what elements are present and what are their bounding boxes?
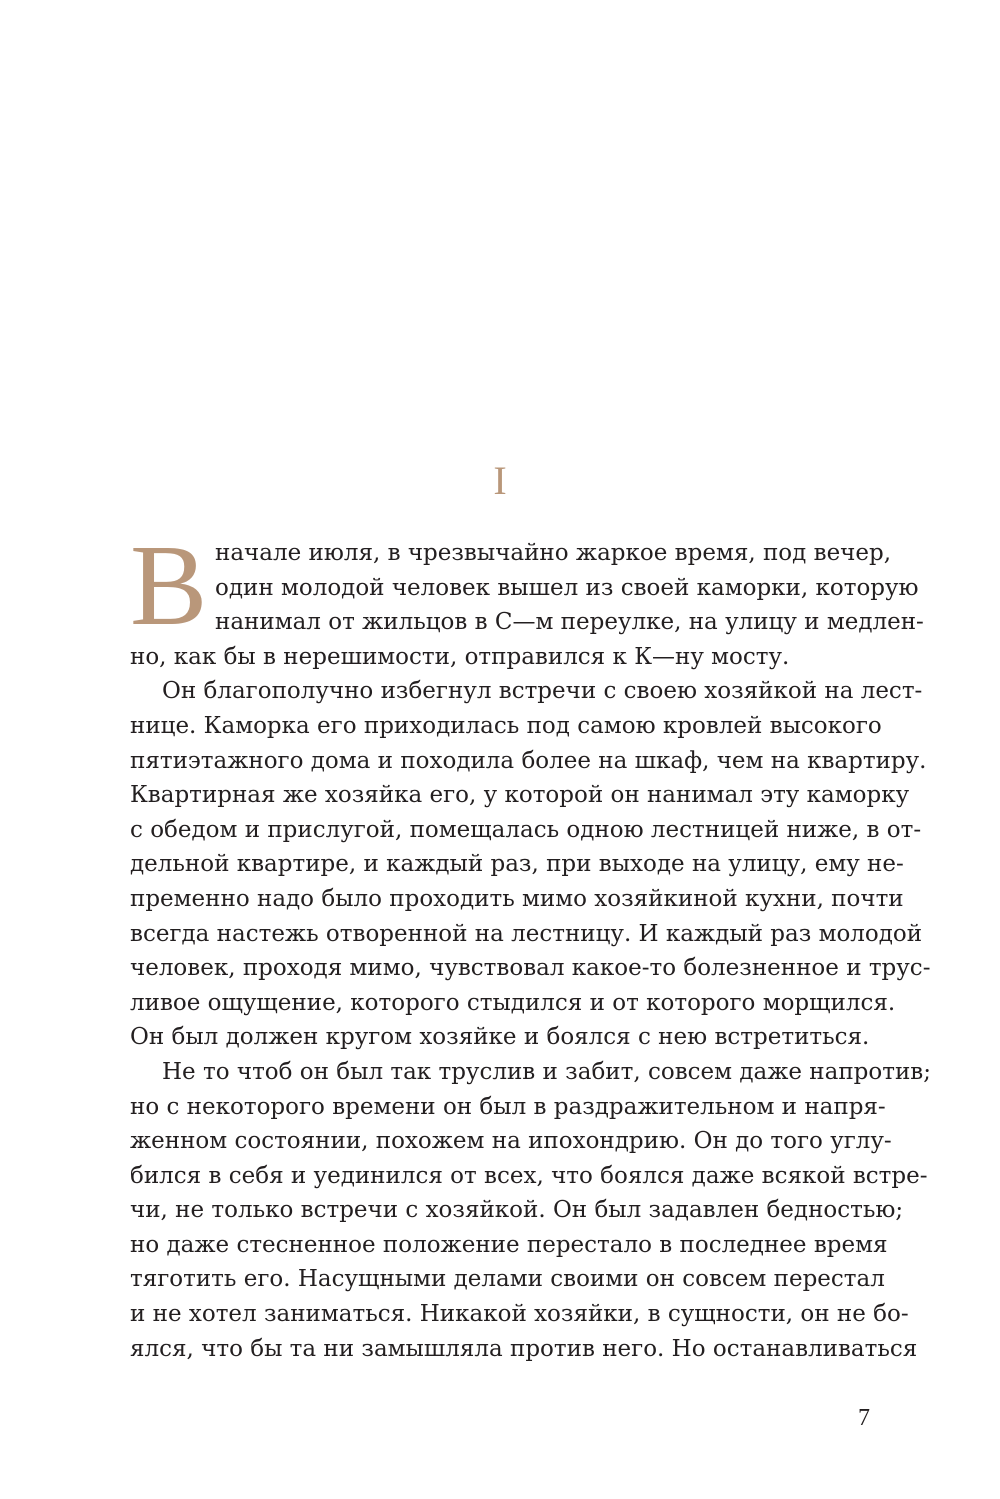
text-line: нанимал от жильцов в С—м переулке, на улицу и медлен-	[215, 609, 924, 636]
text-line: женном состоянии, похожем на ипохондрию. Он до того углу-	[130, 1128, 892, 1155]
text-line: Он был должен кругом хозяйке и боялся с нею встретиться.	[130, 1024, 870, 1051]
text-line: человек, проходя мимо, чувствовал какое-то болезненное и трус-	[130, 955, 931, 982]
text-line: пятиэтажного дома и походила более на шкаф, чем на квартиру.	[130, 747, 927, 774]
text-line: но, как бы в нерешимости, отправился к К—ну мосту.	[130, 643, 790, 670]
paragraph-1	[130, 522, 924, 674]
paragraph-2	[130, 674, 931, 1055]
text-line: ливое ощущение, которого стыдился и от которого морщился.	[130, 989, 896, 1016]
page-number: 7	[858, 1405, 870, 1431]
text-line: Квартирная же хозяйка его, у которой он нанимал эту каморку	[130, 782, 910, 809]
text-line: тяготить его. Насущными делами своими он совсем перестал	[130, 1266, 885, 1293]
text-line: один молодой человек вышел из своей каморки, которую	[215, 574, 919, 601]
drop-cap: В	[130, 522, 208, 650]
text-line: но с некоторого времени он был в раздражительном и напря-	[130, 1093, 886, 1120]
text-line: всегда настежь отворенной на лестницу. И каждый раз молодой	[130, 920, 923, 947]
text-line: но даже стесненное положение перестало в последнее время	[130, 1231, 888, 1258]
text-line: Он благополучно избегнул встречи с своею хозяйкой на лест-	[162, 678, 923, 705]
text-line: дельной квартире, и каждый раз, при выходе на улицу, ему не-	[130, 851, 904, 878]
text-line: и не хотел заниматься. Никакой хозяйки, в сущности, он не бо-	[130, 1301, 909, 1328]
chapter-number: I	[493, 458, 507, 503]
text-line: пременно надо было проходить мимо хозяйкиной кухни, почти	[130, 885, 904, 912]
text-line: нице. Каморка его приходилась под самою кровлей высокого	[130, 712, 882, 739]
text-line: бился в себя и уединился от всех, что боялся даже всякой встре-	[130, 1162, 928, 1189]
text-line: начале июля, в чрезвычайно жаркое время, под вечер,	[215, 540, 892, 566]
text-line: чи, не только встречи с хозяйкой. Он был задавлен бедностью;	[130, 1197, 904, 1224]
paragraph-3	[130, 1055, 931, 1366]
chapter-text	[130, 522, 931, 1366]
text-line: с обедом и прислугой, помещалась одною лестницей ниже, в от-	[130, 816, 922, 843]
text-line: Не то чтоб он был так труслив и забит, совсем даже напротив;	[162, 1058, 931, 1085]
text-line: ялся, что бы та ни замышляла против него. Но останавливаться	[130, 1335, 918, 1362]
